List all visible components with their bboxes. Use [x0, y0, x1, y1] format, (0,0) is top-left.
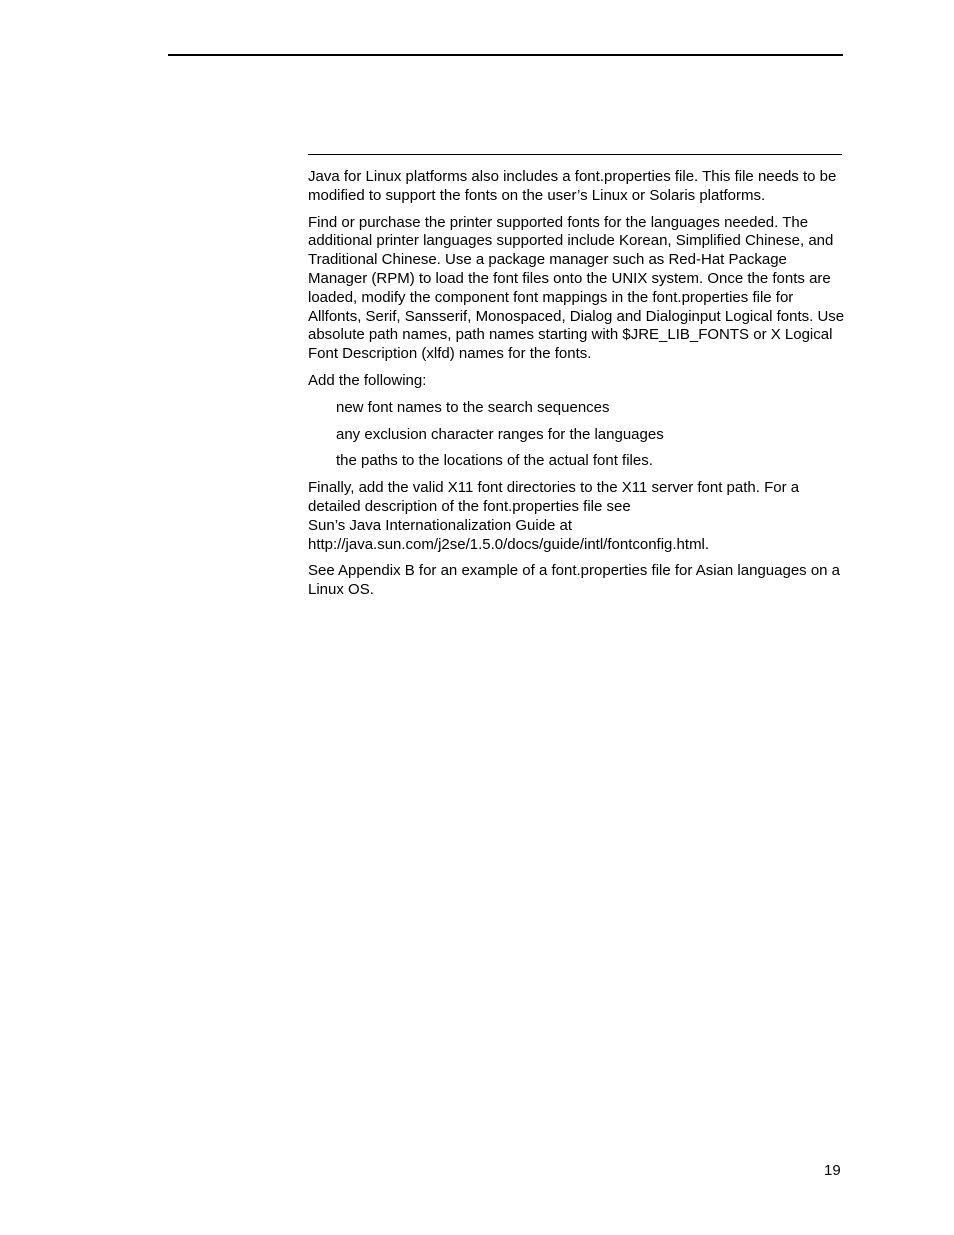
paragraph-find-fonts: Find or purchase the printer supported fonts for the languages needed. The additional printer languages supported include Korean, Simplified Chinese, and Traditional Chinese. Use a package manager such as Red-Hat Package Manager (RPM) to load the font files onto the UNIX system. Once the fonts are loaded, modify the component font mappings in the font.properties file for Allfonts, Serif, Sansserif, Monospaced, Dialog and Dialoginput Logical fonts. Use absolute path names, path names starting with $JRE_LIB_FONTS or X Logical Font Description (xlfd) names for the fonts.: [308, 213, 845, 363]
paragraph-add-following: Add the following:: [308, 371, 427, 389]
body-text: [308, 168, 848, 608]
list-item: the paths to the locations of the actual font files.: [336, 452, 653, 470]
paragraph-appendix-reference: See Appendix B for an example of a font.properties file for Asian languages on a Linux OS.: [308, 562, 841, 599]
header-rule: [168, 54, 843, 56]
list-item: any exclusion character ranges for the languages: [336, 425, 664, 443]
paragraph-x11-font-path: Finally, add the valid X11 font directories to the X11 server font path. For a detailed description of the font.properties file see Sun’s Java Internationalization Guide at http://java.sun.com/j2se/1.5.0/docs/guide/intl/fontconfig.html.: [308, 479, 800, 553]
paragraph-font-properties-intro: Java for Linux platforms also includes a font.properties file. This file needs to be modified to support the fonts on the user’s Linux or Solaris platforms.: [308, 168, 837, 204]
section-rule: [308, 154, 842, 155]
list-item: new font names to the search sequences: [336, 398, 610, 416]
page-number: 19: [824, 1162, 841, 1179]
